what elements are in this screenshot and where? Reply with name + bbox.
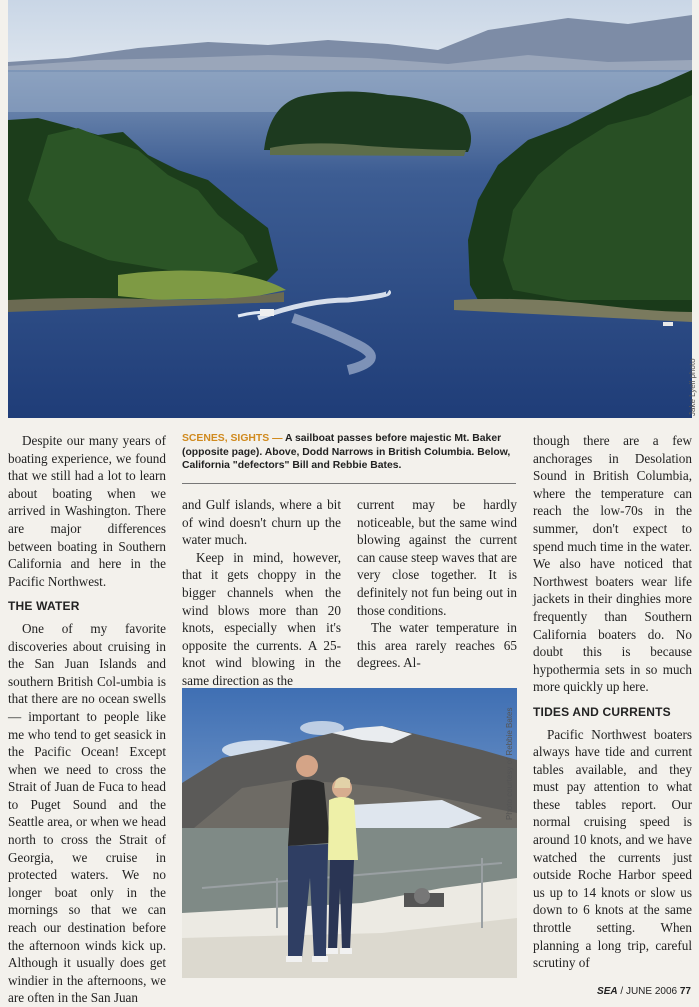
photo-caption [182,432,516,473]
top-photo-credit: Jake Lyell photo [688,358,697,416]
article-column-4 [533,432,692,972]
article-column-1 [8,432,166,1007]
bottom-photo-credit: Photo courtesy of Rebbie Bates [505,707,514,820]
paragraph: current may be hardly noticeable, but the same wind blowing against the current can cause steep waves that are very close together. It is definitely not fun being out in those conditions. [357,497,517,618]
couple-on-boat-image [182,688,517,978]
paragraph: Pacific Northwest boaters always have tide and current tables available, and they must pay attention to what these tables report. Our normal cruising speed is around 10 knots, and we have watched the currents just outside Roche Harbor speed us up to 14 knots or slow us down to 6 knots at the same throttle setting. When planning a long trip, careful scrutiny of [533,726,692,971]
section-heading-the-water: THE WATER [8,599,80,614]
paragraph: The water temperature in this area rarely reaches 65 degrees. Al- [357,620,517,671]
bottom-photo [182,688,517,978]
caption-divider [182,483,516,484]
page-folio [597,986,691,997]
article-column-3 [357,496,517,672]
paragraph: though there are a few anchorages in Desolation Sound in British Columbia, where the temperature can reach the low-70s in the summer, don't expect to spend much time in the water. We also have noticed that Northwest boaters wear life jackets in their dinghies more frequently than Southern California boaters do. No doubt this is because hypothermia sets in so much more quickly up here. [533,433,692,695]
dodd-narrows-image [8,0,692,418]
page-number: 77 [679,986,691,997]
caption-text: A sailboat passes before majestic Mt. Baker (opposite page). Above, Dodd Narrows in British Columbia. Below, California "defectors" Bill and Rebbie Bates. [182,433,511,471]
paragraph: Keep in mind, however, that it gets choppy in the bigger channels when the wind blows more than 20 knots, especially when it's opposite the currents. A 25-knot wind blowing in the same direction as the [182,549,341,688]
magazine-name: SEA [597,986,618,997]
paragraph: and Gulf islands, where a bit of wind doesn't churn up the water much. [182,497,341,548]
section-heading-tides-and-currents: TIDES AND CURRENTS [533,704,671,719]
top-photo [8,0,692,418]
article-column-2 [182,496,341,690]
issue-date: / JUNE 2006 [617,986,680,997]
caption-kicker: SCENES, SIGHTS — [182,433,283,444]
paragraph: One of my favorite discoveries about cruising in the San Juan Islands and southern British Col-umbia is that there are no ocean swells — important to people like me who tend to get seasick in the Pacific Ocean! Except when we need to cross the Strait of Juan de Fuca to head to Puget Sound and the Seattle area, or when we head north to cross the Strait of Georgia, we cruise in protected waters. We no longer boat only in the mornings so that we can reach our destination before the afternoon winds kick up. Although it usually does get windier in the afternoons, we are often in the San Juan [8,620,166,1006]
paragraph: Despite our many years of boating experience, we found that we still had a lot to learn about boating when we arrived in Washington. There are major differences between boating in Southern California and here in the Pacific Northwest. [8,433,166,589]
